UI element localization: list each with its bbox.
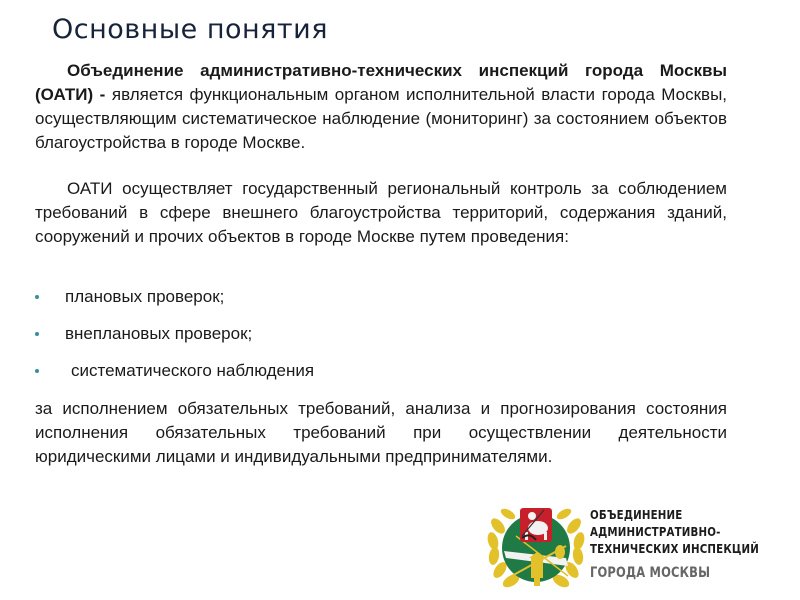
conclusion-paragraph: за исполнением обязательных требований, анализа и прогнозирования состояния исполнения обязательных требований при осуществлении деятельности юридическими лицами и индивидуальными предпринимателями. [35, 399, 727, 466]
bullet-icon [35, 332, 39, 336]
logo-line-3: ТЕХНИЧЕСКИХ ИНСПЕКЦИЙ [590, 541, 760, 556]
logo-line-1: ОБЪЕДИНЕНИЕ [590, 507, 683, 522]
logo-city: ГОРОДА МОСКВЫ [590, 565, 711, 581]
bullet-icon [35, 369, 39, 373]
inspection-types-list [35, 285, 727, 396]
list-item: плановых проверок; [35, 285, 727, 322]
control-paragraph: ОАТИ осуществляет государственный региональный контроль за соблюдением требований в сфере внешнего благоустройства территорий, содержания зданий, сооружений и прочих объектов в городе Москве путем проведения: [35, 179, 727, 246]
definition-term: Объединение административно-технических инспекций города Москвы (ОАТИ) - [35, 61, 727, 104]
list-item: систематического наблюдения [35, 359, 727, 396]
oati-emblem-icon [486, 496, 586, 596]
list-item: внеплановых проверок; [35, 322, 727, 359]
oati-logo [486, 496, 786, 596]
definition-text: является функциональным органом исполнительной власти города Москвы, осуществляющим систематическое наблюдение (мониторинг) за состоянием объектов благоустройства в городе Москве. [35, 85, 728, 152]
logo-line-2: АДМИНИСТРАТИВНО- [590, 524, 721, 539]
slide-title: Основные понятия [52, 14, 328, 45]
definition-paragraph [35, 59, 727, 155]
bullet-icon [35, 295, 39, 299]
logo-text [590, 506, 759, 582]
